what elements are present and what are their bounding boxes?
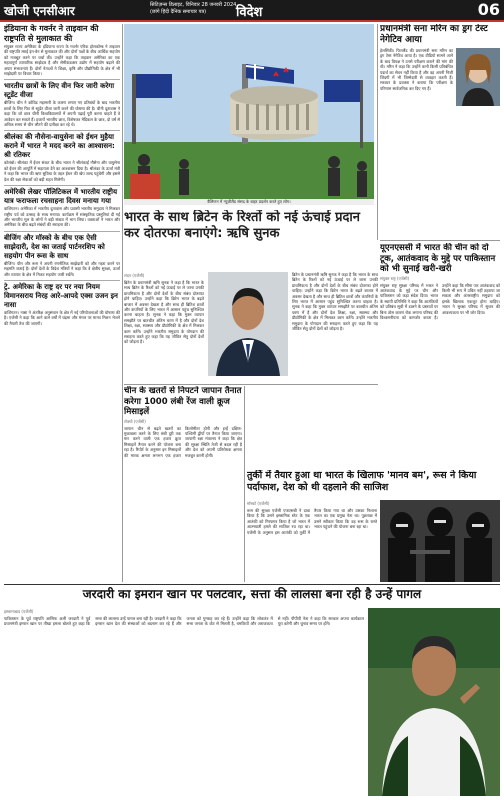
protest-photo bbox=[124, 24, 374, 204]
article-body: रूस की सुरक्षा एजेंसी एफएसबी ने दावा किया है कि उसने इस्लामिक स्टेट के एक आतंकी को गिरफ्तार किया है जो भारत में आत्मघाती हमले की साजिश रच रहा था। एजेंसी के अनुसार इस आतंकी को तुर्की में तैयार किया गया था और उसका निशाना भारत का एक प्रमुख नेता था। पूछताछ में उसने स्वीकार किया कि वह रूस के रास्ते भारत पहुंचने की योजना बना रहा था। bbox=[247, 508, 377, 535]
article-body: संयुक्त राष्ट्र सुरक्षा परिषद में भारत ने आतंकवाद के मुद्दे पर चीन और पाकिस्तान को कड़ा संदेश दिया। भारत के स्थायी प्रतिनिधि ने कहा कि आतंकियों को प्रतिबंध सूची में डालने के प्रस्तावों पर बिना ठोस कारण रोक लगाना परिषद की विश्वसनीयता को कमजोर करता है। उन्होंने कहा कि सीमा पार आतंकवाद को किसी भी रूप में उचित नहीं ठहराया जा सकता और अंतरराष्ट्रीय समुदाय को इसके खिलाफ एकजुट होना चाहिए। भारत ने सुरक्षा परिषद में सुधार की आवश्यकता पर भी जोर दिया। bbox=[380, 282, 500, 320]
masthead-date: सिटिज़न्स डिलाइट, विनिवार 28 जनवरी 2024 (छांगे हिंदी दैनिक समाचार पत्र) bbox=[150, 2, 237, 15]
article-body: संयुक्त राज्य अमेरिका के इंडियाना राज्य के गवर्नर एरिक होलकोम्ब ने ताइवान की राष्ट्रपति त्साई इंग-वेन से मुलाकात की और दोनों पक्षों के बीच आर्थिक सहयोग को मजबूत करने पर चर्चा की। उन्होंने कहा कि ताइवान अमेरिका का एक महत्वपूर्ण व्यापारिक साझेदार है और सेमीकंडक्टर उद्योग में सहयोग बढ़ाने की अपार संभावनाएं हैं। दोनों नेताओं ने शिक्षा, कृषि और प्रौद्योगिकी के क्षेत्र में भी साझेदारी पर विचार किया। bbox=[4, 44, 120, 77]
marin-photo bbox=[456, 48, 500, 106]
column-divider bbox=[244, 386, 245, 582]
column-divider bbox=[377, 24, 378, 240]
article-title: इंडियाना के गवर्नर ने ताइवान की राष्ट्रपति से मुलाकात की bbox=[4, 24, 99, 43]
article-title: भारतीय छात्रों के लिए वीन फिर जारी करेगा स्टूडेंट वीजा bbox=[4, 82, 115, 100]
article-title: बीजिंग और मॉस्को के बीच एक ऐसी साझेदारी, देश का जताई पार्टनरशिप को सहयोग पीन रूस के साथ bbox=[4, 233, 105, 260]
page-number: 06 bbox=[477, 0, 500, 19]
article-title: तुर्की में तैयार हुआ था भारत के खिलाफ 'मानव बम', रूस ने किया पर्दाफाश, देश को थी दहलाने की साजिश bbox=[247, 470, 477, 493]
japan-article bbox=[124, 386, 242, 582]
unsc-article bbox=[380, 243, 500, 469]
byline: संयुक्त राष्ट्र (एजेंसी) bbox=[380, 275, 410, 281]
section-divider bbox=[124, 384, 378, 385]
main-headline-block bbox=[124, 210, 378, 270]
article-body: बीजिंग। चीन और रूस ने अपनी रणनीतिक साझेदारी को और गहरा करने पर सहमति जताई है। दोनों देशों के विदेश मंत्रियों ने कहा कि वे क्षेत्रीय सुरक्षा, ऊर्जा और व्यापार के क्षेत्र में निकट सहयोग जारी रखेंगे। bbox=[4, 260, 120, 277]
sunak-portrait bbox=[208, 272, 288, 380]
article-title: चीन के खतरों से निपटने जापान तैनात करेगा 1000 लंबी रेंज वाली क्रूज मिसाइलें bbox=[124, 386, 242, 417]
imran-headline bbox=[4, 586, 500, 606]
article-title: ट्रे. अमेरिका के राष्ट्र दर पर नया नियम विमानसराय निरह आरे-आपदे एक्स उजन इन नासा bbox=[4, 282, 118, 309]
byline: मॉस्को (एजेंसी) bbox=[247, 501, 270, 506]
byline: लंदन (एजेंसी) bbox=[124, 273, 145, 278]
photo-caption: वैलिंग्टन में न्यूज़ीलैंड संसद के बाहर प्रदर्शन करते हुए लोग। bbox=[124, 199, 374, 205]
article-body-cont: ब्रिटेन के प्रधानमंत्री ऋषि सुनक ने कहा है कि भारत के साथ ब्रिटेन के रिश्तों को नई ऊंचाई पर ले जाना उनकी प्राथमिकता है और दोनों देशों के बीच संबंध दोतरफा होने चाहिए। उन्होंने कहा कि ब्रिटेन भारत के बढ़ते बाजार में अवसर देखता है और साथ ही ब्रिटिश छात्रों और कंपनियों के लिए भारत में आसान पहुंच सुनिश्चित करना चाहता है। सुनक ने कहा कि मुक्त व्यापार समझौते पर बातचीत अंतिम चरण में है और दोनों देश शिक्षा, रक्षा, स्वास्थ्य और प्रौद्योगिकी के क्षेत्र में मिलकर काम करेंगे। उन्होंने भारतीय समुदाय के योगदान की सराहना करते हुए कहा कि यह जीवित सेतु दोनों देशों को जोड़ता है। bbox=[292, 272, 378, 332]
article-body: पाकिस्तान के पूर्व राष्ट्रपति आसिफ अली जरदारी ने पूर्व प्रधानमंत्री इमरान खान पर तीखा हमला बोलते हुए कहा कि सत्ता की लालसा उन्हें पागल बना रही है। जरदारी ने कहा कि इमरान खान देश की संस्थाओं को बदनाम कर रहे हैं और जनता को गुमराह कर रहे हैं। उन्होंने कहा कि लोकतंत्र में सत्ता जनता के वोट से मिलती है, धमकियों और अराजकता से नहीं। पीपीपी नेता ने कहा कि सरकार अपना कार्यकाल पूरा करेगी और चुनाव समय पर होंगे। bbox=[4, 616, 364, 627]
masthead-brand: खोजी एनसीआर bbox=[4, 4, 75, 18]
article-title: जरदारी का इमरान खान पर पलटवार, सत्ता की लालसा बना रही है उन्हें पागल bbox=[82, 587, 422, 601]
masthead bbox=[0, 0, 504, 20]
article-body: हेलसिंकी। फिनलैंड की प्रधानमंत्री सना मरिन का ड्रग टेस्ट नेगेटिव आया है। एक वीडियो सामने आने के बाद विपक्ष ने उनसे परीक्षण कराने की मांग की थी। मरिन ने कहा कि उन्होंने कभी किसी प्रतिबंधित पदार्थ का सेवन नहीं किया है और वह अपनी निजी जिंदगी में भी जिम्मेदारी से व्यवहार करती हैं। सरकार के प्रवक्ता ने बताया कि परीक्षण के परिणाम सार्वजनिक कर दिए गए हैं। bbox=[380, 48, 453, 91]
header-rule bbox=[0, 20, 504, 22]
article-title: यूएनएससी में भारत की चीन को दो टूक, आतंकवाद के मुद्दे पर पाकिस्तान को भी सुनाई खरी-खरी bbox=[380, 243, 496, 274]
article-body: कोलंबो। श्रीलंका में ईंधन संकट के बीच भारत ने श्रीलंकाई नौसेना और वायुसेना को ईंधन की आपूर्ति में सहायता देने का आश्वासन दिया है। श्रीलंका के ऊर्जा मंत्री ने कहा कि भारत की ऋण सुविधा के तहत ईंधन की खेप जल्द पहुंचेगी और इससे देश की रक्षा सेवाओं को बड़ी राहत मिलेगी। bbox=[4, 160, 120, 182]
article-title: श्रीलंका की नौसेना-वायुसेना को ईधन मुहैया कराने में भारत ने मदद करने का आश्वासन: श्री रतिकर bbox=[4, 133, 115, 160]
article-body: बीजिंग। चीन ने कोविड महामारी के कारण लगाए गए प्रतिबंधों के बाद भारतीय छात्रों के लिए फिर से स्टूडेंट वीजा जारी करने की घोषणा की है। चीनी दूतावास ने कहा कि जो छात्र चीनी विश्वविद्यालयों में अपनी पढ़ाई पूरी करना चाहते हैं वे आवेदन कर सकते हैं। हजारों भारतीय छात्र, विशेषकर मेडिकल के छात्र, दो वर्ष से अधिक समय से चीन लौटने की प्रतीक्षा कर रहे थे। bbox=[4, 100, 120, 128]
byline: इस्लामाबाद (एजेंसी) bbox=[4, 609, 34, 614]
marin-article bbox=[380, 24, 500, 240]
article-body: वाशिंगटन। नासा ने अंतरिक्ष अनुसंधान के क्षेत्र में नई परियोजनाओं की घोषणा की है। एजेंसी ने कहा कि आने वाले वर्षों में चंद्रमा और मंगल पर मानव मिशन भेजने की तैयारी तेज की जाएगी। bbox=[4, 309, 120, 326]
turkey-body bbox=[247, 500, 377, 582]
section-divider bbox=[380, 240, 500, 241]
article-title: अमेरिकी लेखर पॉलिटिकल में भारतीय राष्ट्रीय यात्र फराफला रचसाहना दिवस मनाया गया bbox=[4, 188, 118, 206]
byline: टोक्यो (एजेंसी) bbox=[124, 418, 146, 424]
article-body: वाशिंगटन। अमेरिका में भारतीय दूतावास और प्रवासी भारतीय समुदाय ने मिलकर राष्ट्रीय पर्व को उत्साह के साथ मनाया। कार्यक्रम में सांस्कृतिक प्रस्तुतियां दी गईं और भारतीय मूल के लोगों ने बड़ी संख्या में भाग लिया। वक्ताओं ने भारत और अमेरिका के बीच बढ़ते संबंधों की सराहना की। bbox=[4, 206, 120, 228]
main-article bbox=[124, 272, 378, 382]
column-divider bbox=[122, 24, 123, 582]
article-body: ब्रिटेन के प्रधानमंत्री ऋषि सुनक ने कहा है कि भारत के साथ ब्रिटेन के रिश्तों को नई ऊंचाई पर ले जाना उनकी प्राथमिकता है और दोनों देशों के बीच संबंध दोतरफा होने चाहिए। उन्होंने कहा कि ब्रिटेन भारत के बढ़ते बाजार में अवसर देखता है और साथ ही ब्रिटिश छात्रों और कंपनियों के लिए भारत में आसान पहुंच सुनिश्चित करना चाहता है। सुनक ने कहा कि मुक्त व्यापार समझौते पर बातचीत अंतिम चरण में है और दोनों देश शिक्षा, रक्षा, स्वास्थ्य और प्रौद्योगिकी के क्षेत्र में मिलकर काम करेंगे। उन्होंने भारतीय समुदाय के योगदान की सराहना करते हुए कहा कि यह जीवित सेतु दोनों देशों को जोड़ता है। bbox=[124, 280, 204, 345]
main-headline: भारत के साथ ब्रिटेन के रिश्तों को नई ऊंचाई प्रदान कर दोतरफा बनाएंगे: ऋषि सुनक bbox=[124, 210, 360, 241]
article-title: प्रधानमंत्री सना मरिन का ड्रग टेस्ट नेगेटिव आया bbox=[380, 24, 488, 45]
section-divider bbox=[4, 584, 500, 585]
section-title: विदेश bbox=[236, 5, 263, 20]
article-body: जापान चीन से बढ़ते खतरों का मुकाबला करने के लिए लंबी दूरी तक मार करने वाली एक हजार क्रूज मिसाइलें तैनात करने की योजना बना रहा है। रिपोर्ट के अनुसार इन मिसाइलों की मारक क्षमता लगभग एक हजार किलोमीटर होगी और इन्हें दक्षिण-पश्चिमी द्वीपों पर तैनात किया जाएगा। जापानी रक्षा मंत्रालय ने कहा कि क्षेत्र की सुरक्षा स्थिति तेजी से बदल रही है और देश को अपनी प्रतिरोधक क्षमता मजबूत करनी होगी। bbox=[124, 425, 242, 458]
imran-article bbox=[4, 608, 364, 796]
soldiers-photo bbox=[380, 500, 500, 582]
imran-photo bbox=[368, 608, 500, 796]
